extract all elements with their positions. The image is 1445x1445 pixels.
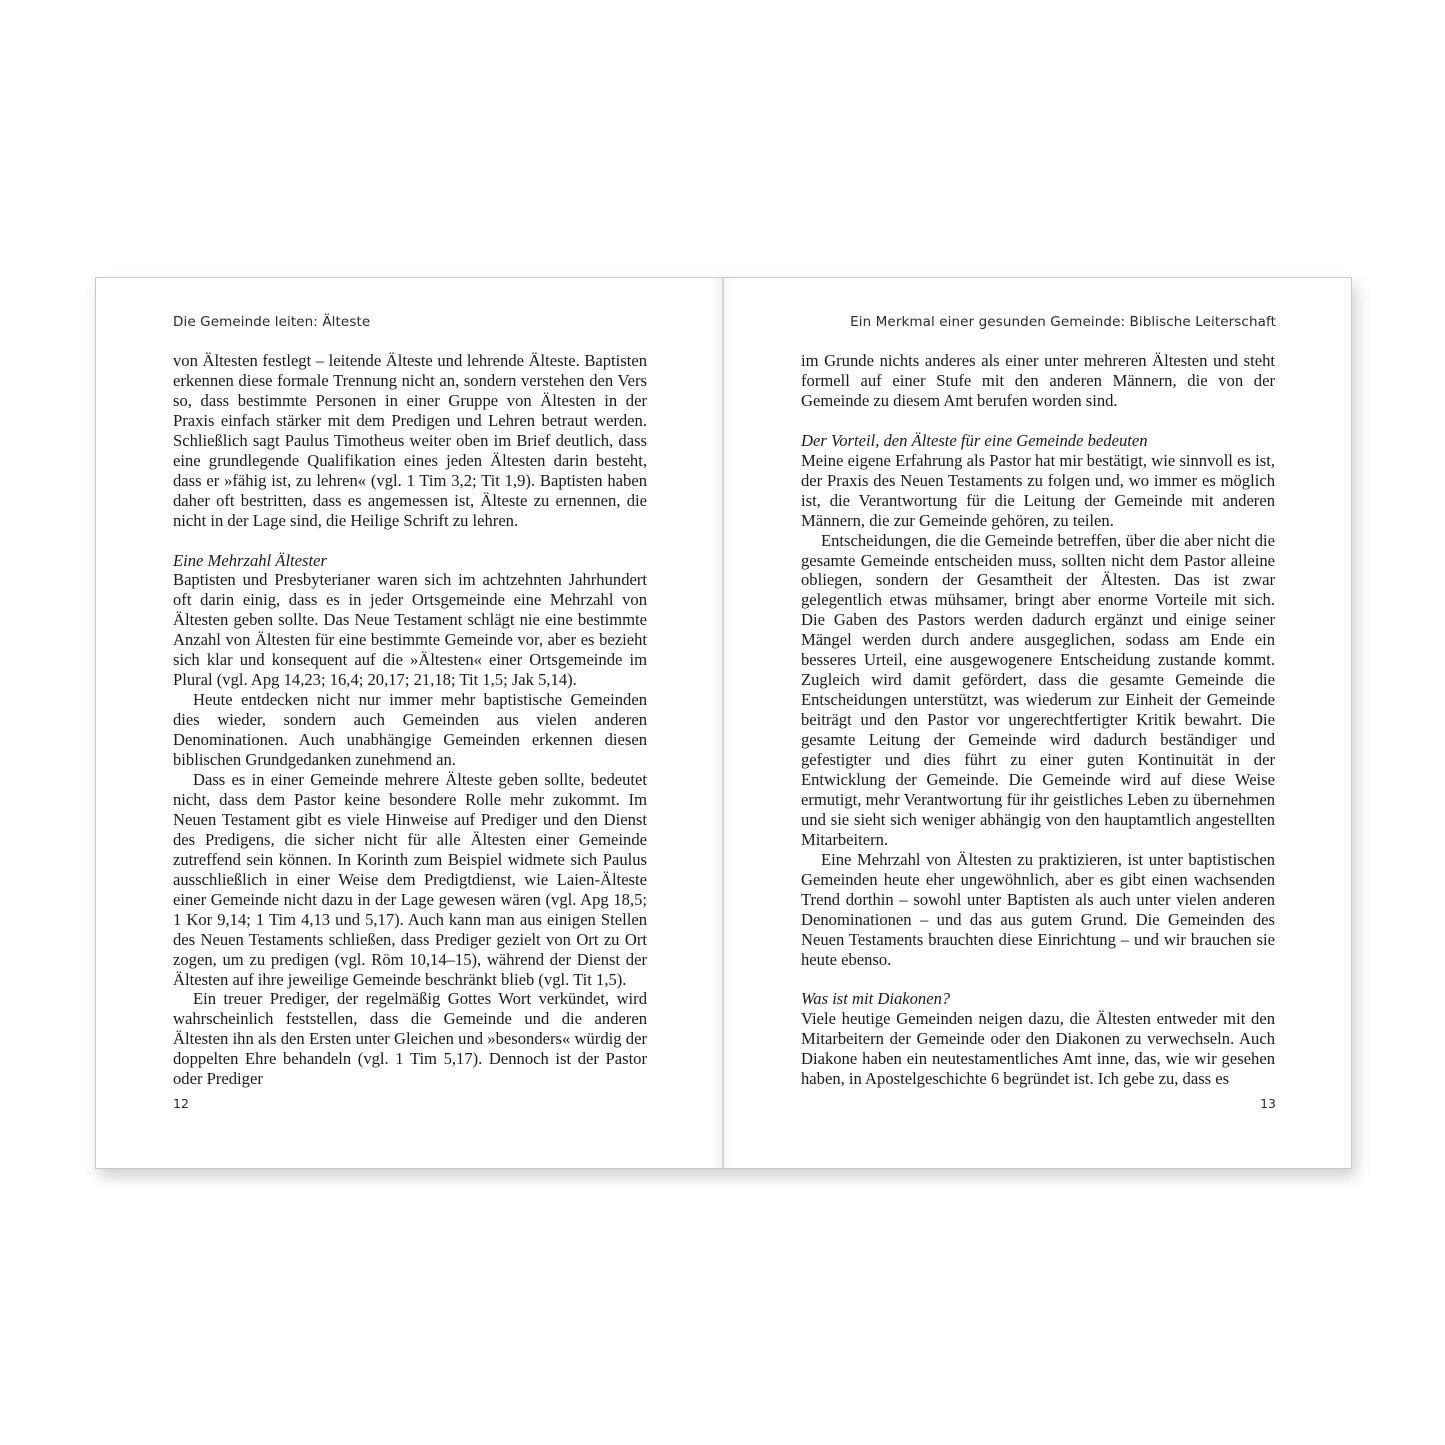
left-page-body	[173, 351, 647, 1089]
paragraph: Dass es in einer Gemeinde mehrere Älteste geben sollte, bedeutet nicht, dass dem Pastor keine besondere Rolle mehr zukommt. Im Neuen Testament gibt es viele Hinweise auf Prediger und den Dienst des Predigens, die sicher nicht für alle Ältesten einer Gemeinde zutreffend sein können. In Korinth zum Beispiel widmete sich Paulus ausschließlich in einer Weise dem Predigtdienst, wie Laien-Älteste einer Gemeinde nicht dazu in der Lage gewesen wären (vgl. Apg 18,5; 1 Kor 9,14; 1 Tim 4,13 und 5,17). Auch kann man aus einigen Stellen des Neuen Testaments schließen, dass Prediger gezielt von Ort zu Ort zogen, um zu predigen (vgl. Röm 10,14–15), während der Dienst der Ältesten auf ihre jeweilige Gemeinde beschränkt blieb (vgl. Tit 1,5).	[173, 770, 647, 989]
page-number-left: 12	[173, 1096, 189, 1111]
section-heading: Der Vorteil, den Älteste für eine Gemeinde bedeuten	[801, 430, 1148, 450]
section-heading: Was ist mit Diakonen?	[801, 989, 951, 1009]
paragraph: Heute entdecken nicht nur immer mehr baptistische Gemeinden dies wieder, sondern auch Gemeinden aus vielen anderen Denominationen. Auch unabhängige Gemeinden erkennen diesen biblischen Grundgedanken zunehmend an.	[173, 690, 647, 770]
paragraph: im Grunde nichts anderes als einer unter mehreren Ältesten und steht formell auf einer Stufe mit den anderen Männern, die von der Gemeinde zu diesem Amt berufen worden sind.	[801, 351, 1275, 410]
running-head-right: Ein Merkmal einer gesunden Gemeinde: Biblische Leiterschaft	[850, 314, 1276, 330]
page-number-right: 13	[1260, 1096, 1276, 1111]
right-page-body	[801, 351, 1275, 1089]
running-head-left: Die Gemeinde leiten: Älteste	[173, 314, 371, 330]
paragraph: von Ältesten festlegt – leitende Älteste und lehrende Älteste. Baptisten erkennen diese formale Trennung nicht an, sondern verstehen den Vers so, dass bestimmte Personen in einer Gruppe von Ältesten in der Praxis einfach stärker mit dem Predigen und Lehren betraut werden. Schließlich sagt Paulus Timotheus weiter oben im Brief deutlich, dass eine grundlegende Qualifikation eines jeden Ältesten darin besteht, dass er »fähig ist, zu lehren« (vgl. 1 Tim 3,2; Tit 1,9). Baptisten haben daher oft bestritten, dass es angemessen ist, Älteste zu ernennen, die nicht in der Lage sind, die Heilige Schrift zu lehren.	[173, 351, 647, 530]
book-spread	[95, 277, 1352, 1169]
paragraph: Entscheidungen, die die Gemeinde betreffen, über die aber nicht die gesamte Gemeinde entscheiden muss, sollten nicht dem Pastor alleine obliegen, sondern der Gesamtheit der Ältesten. Das ist zwar gelegentlich etwas mühsamer, bringt aber enorme Vorteile mit sich. Die Gaben des Pastors werden dadurch ergänzt und einige seiner Mängel werden durch andere ausgeglichen, sodass am Ende ein besseres Urteil, eine ausgewogenere Entscheidung zustande kommt. Zugleich wird damit gefördert, dass die gesamte Gemeinde die Entscheidungen unterstützt, was wiederum zur Einheit der Gemeinde beiträgt und den Pastor vor ungerechtfertigter Kritik bewahrt. Die gesamte Leitung der Gemeinde wird dadurch beständiger und gefestigter und dies führt zu einer guten Kontinuität in der Entwicklung der Gemeinde. Die Gemeinde wird auf diese Weise ermutigt, mehr Verantwortung für ihr geistliches Leben zu übernehmen und sie sieht sich weniger abhängig von den hauptamtlich angestellten Mitarbeitern.	[801, 530, 1275, 849]
paragraph: Ein treuer Prediger, der regelmäßig Gottes Wort verkündet, wird wahrscheinlich feststellen, dass die Gemeinde und die anderen Ältesten ihn als den Ersten unter Gleichen und »besonders« würdig der doppelten Ehre behandeln (vgl. 1 Tim 5,17). Dennoch ist der Pastor oder Prediger	[173, 989, 647, 1089]
paragraph: Meine eigene Erfahrung als Pastor hat mir bestätigt, wie sinnvoll es ist, der Praxis des Neuen Testaments zu folgen und, wo immer es möglich ist, die Verantwortung für die Leitung der Gemeinde mit anderen Männern, die zur Gemeinde gehören, zu teilen.	[801, 450, 1275, 530]
paragraph: Baptisten und Presbyterianer waren sich im achtzehnten Jahrhundert oft darin einig, dass es in jeder Ortsgemeinde eine Mehrzahl von Ältesten geben sollte. Das Neue Testament schlägt nie eine bestimmte Anzahl von Ältesten für eine bestimmte Gemeinde vor, aber es bezieht sich klar und konsequent auf die »Ältesten« einer Ortsgemeinde im Plural (vgl. Apg 14,23; 16,4; 20,17; 21,18; Tit 1,5; Jak 5,14).	[173, 570, 647, 690]
paragraph: Eine Mehrzahl von Ältesten zu praktizieren, ist unter baptistischen Gemeinden heute eher ungewöhnlich, aber es gibt einen wachsenden Trend dorthin – sowohl unter Baptisten als auch unter vielen anderen Denominationen – und das aus gutem Grund. Die Gemeinden des Neuen Testaments brauchten diese Einrichtung – und wir brauchen sie heute ebenso.	[801, 849, 1275, 969]
left-page	[96, 278, 723, 1168]
right-page	[723, 278, 1351, 1168]
paragraph: Viele heutige Gemeinden neigen dazu, die Ältesten entweder mit den Mitarbeitern der Gemeinde oder den Diakonen zu verwechseln. Auch Diakone haben ein neutestamentliches Amt inne, das, wie wir gesehen haben, in Apostelgeschichte 6 begründet ist. Ich gebe zu, dass es	[801, 1009, 1275, 1089]
section-heading: Eine Mehrzahl Ältester	[173, 550, 327, 570]
